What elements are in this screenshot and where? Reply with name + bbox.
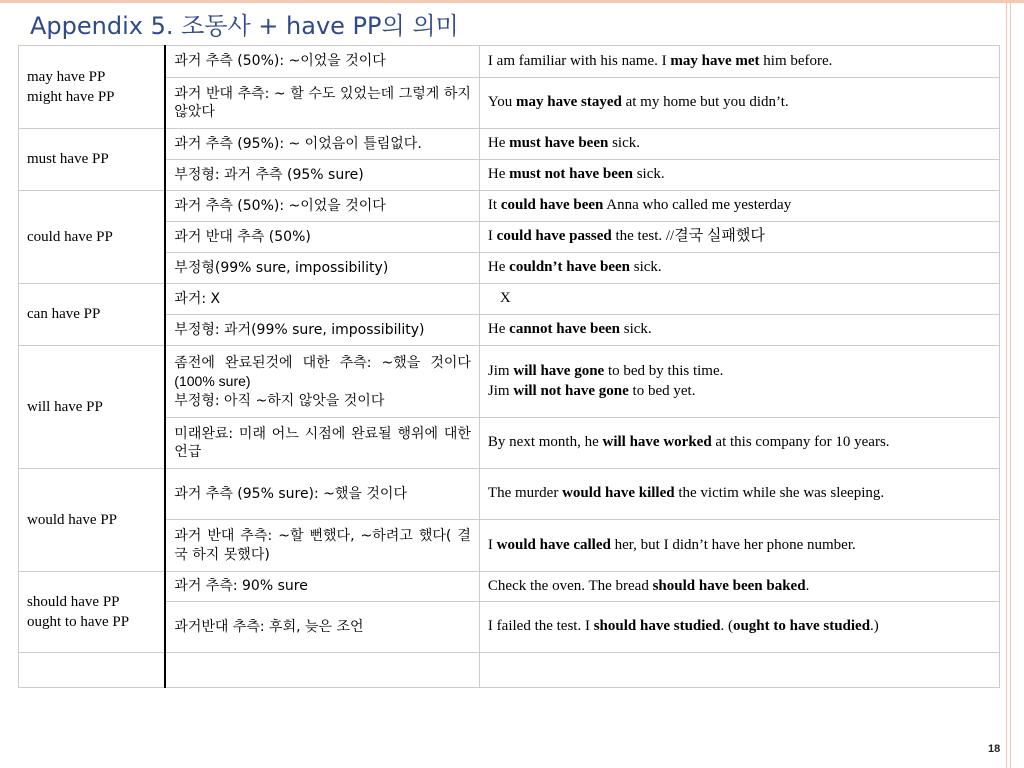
example-cell: The murder would have killed the victim while she was sleeping.: [479, 469, 999, 520]
table-row: [19, 253, 1000, 284]
table-row: [19, 160, 1000, 191]
modal-label-would: would have PP: [19, 469, 166, 572]
meaning-cell: 과거: X: [165, 284, 479, 315]
meaning-cell: 과거 반대 추측: ~ 할 수도 있었는데 그렇게 하지 않았다: [165, 78, 479, 129]
meaning-cell: 부정형: 과거(99% sure, impossibility): [165, 315, 479, 346]
meaning-cell: 과거 추측 (95% sure): ~했을 것이다: [165, 469, 479, 520]
modal-perfect-table: [18, 45, 1000, 688]
meaning-cell: 좀전에 완료된것에 대한 추측: ~했을 것이다 (100% sure) 부정형: 아직 ~하지 않앗을 것이다: [165, 346, 479, 418]
example-cell: I could have passed the test. //결국 실패했다: [479, 222, 999, 253]
empty-cell: [165, 653, 479, 688]
table-row: [19, 418, 1000, 469]
table-row: [19, 520, 1000, 572]
modal-label-can: can have PP: [19, 284, 166, 346]
table-row: [19, 572, 1000, 602]
meaning-cell: 미래완료: 미래 어느 시점에 완료될 행위에 대한 언급: [165, 418, 479, 469]
table-row-empty: [19, 653, 1000, 688]
table-row: [19, 222, 1000, 253]
example-cell: I would have called her, but I didn’t have her phone number.: [479, 520, 999, 572]
example-cell: By next month, he will have worked at this company for 10 years.: [479, 418, 999, 469]
meaning-cell: 과거 추측 (50%): ~이었을 것이다: [165, 191, 479, 222]
top-accent-bar: [0, 0, 1024, 3]
example-cell: It could have been Anna who called me yesterday: [479, 191, 999, 222]
table-row: [19, 602, 1000, 653]
meaning-cell: 과거 반대 추측: ~할 뻔했다, ~하려고 했다( 결국 하지 못했다): [165, 520, 479, 572]
table-row: [19, 284, 1000, 315]
meaning-cell: 과거 추측 (95%): ~ 이었음이 틀림없다.: [165, 129, 479, 160]
example-cell: He must not have been sick.: [479, 160, 999, 191]
example-cell: You may have stayed at my home but you didn’t.: [479, 78, 999, 129]
modal-label-will: will have PP: [19, 346, 166, 469]
example-cell: He couldn’t have been sick.: [479, 253, 999, 284]
table-row: [19, 129, 1000, 160]
meaning-cell: 과거반대 추측: 후회, 늦은 조언: [165, 602, 479, 653]
example-cell: Check the oven. The bread should have been baked.: [479, 572, 999, 602]
meaning-cell: 부정형(99% sure, impossibility): [165, 253, 479, 284]
example-cell: He cannot have been sick.: [479, 315, 999, 346]
table-row: [19, 315, 1000, 346]
modal-label-could: could have PP: [19, 191, 166, 284]
slide-title: Appendix 5. 조동사 + have PP의 의미: [30, 12, 459, 40]
page-number: 18: [988, 743, 1001, 755]
meaning-cell: 부정형: 과거 추측 (95% sure): [165, 160, 479, 191]
example-cell: Jim will have gone to bed by this time. Jim will not have gone to bed yet.: [479, 346, 999, 418]
table-row: [19, 78, 1000, 129]
example-cell: I am familiar with his name. I may have met him before.: [479, 46, 999, 78]
modal-label-should: should have PP ought to have PP: [19, 572, 166, 653]
table-row: [19, 46, 1000, 78]
right-accent-line-2: [1010, 0, 1011, 768]
meaning-cell: 과거 추측 (50%): ~이었을 것이다: [165, 46, 479, 78]
example-cell: He must have been sick.: [479, 129, 999, 160]
modal-label-must: must have PP: [19, 129, 166, 191]
meaning-cell: 과거 반대 추측 (50%): [165, 222, 479, 253]
table-row: [19, 346, 1000, 418]
table-row: [19, 469, 1000, 520]
meaning-cell: 과거 추측: 90% sure: [165, 572, 479, 602]
example-cell: I failed the test. I should have studied. (ought to have studied.): [479, 602, 999, 653]
modal-label-may: may have PP might have PP: [19, 46, 166, 129]
table-row: [19, 191, 1000, 222]
example-cell: X: [479, 284, 999, 315]
right-accent-line: [1006, 0, 1007, 768]
empty-cell: [19, 653, 166, 688]
empty-cell: [479, 653, 999, 688]
